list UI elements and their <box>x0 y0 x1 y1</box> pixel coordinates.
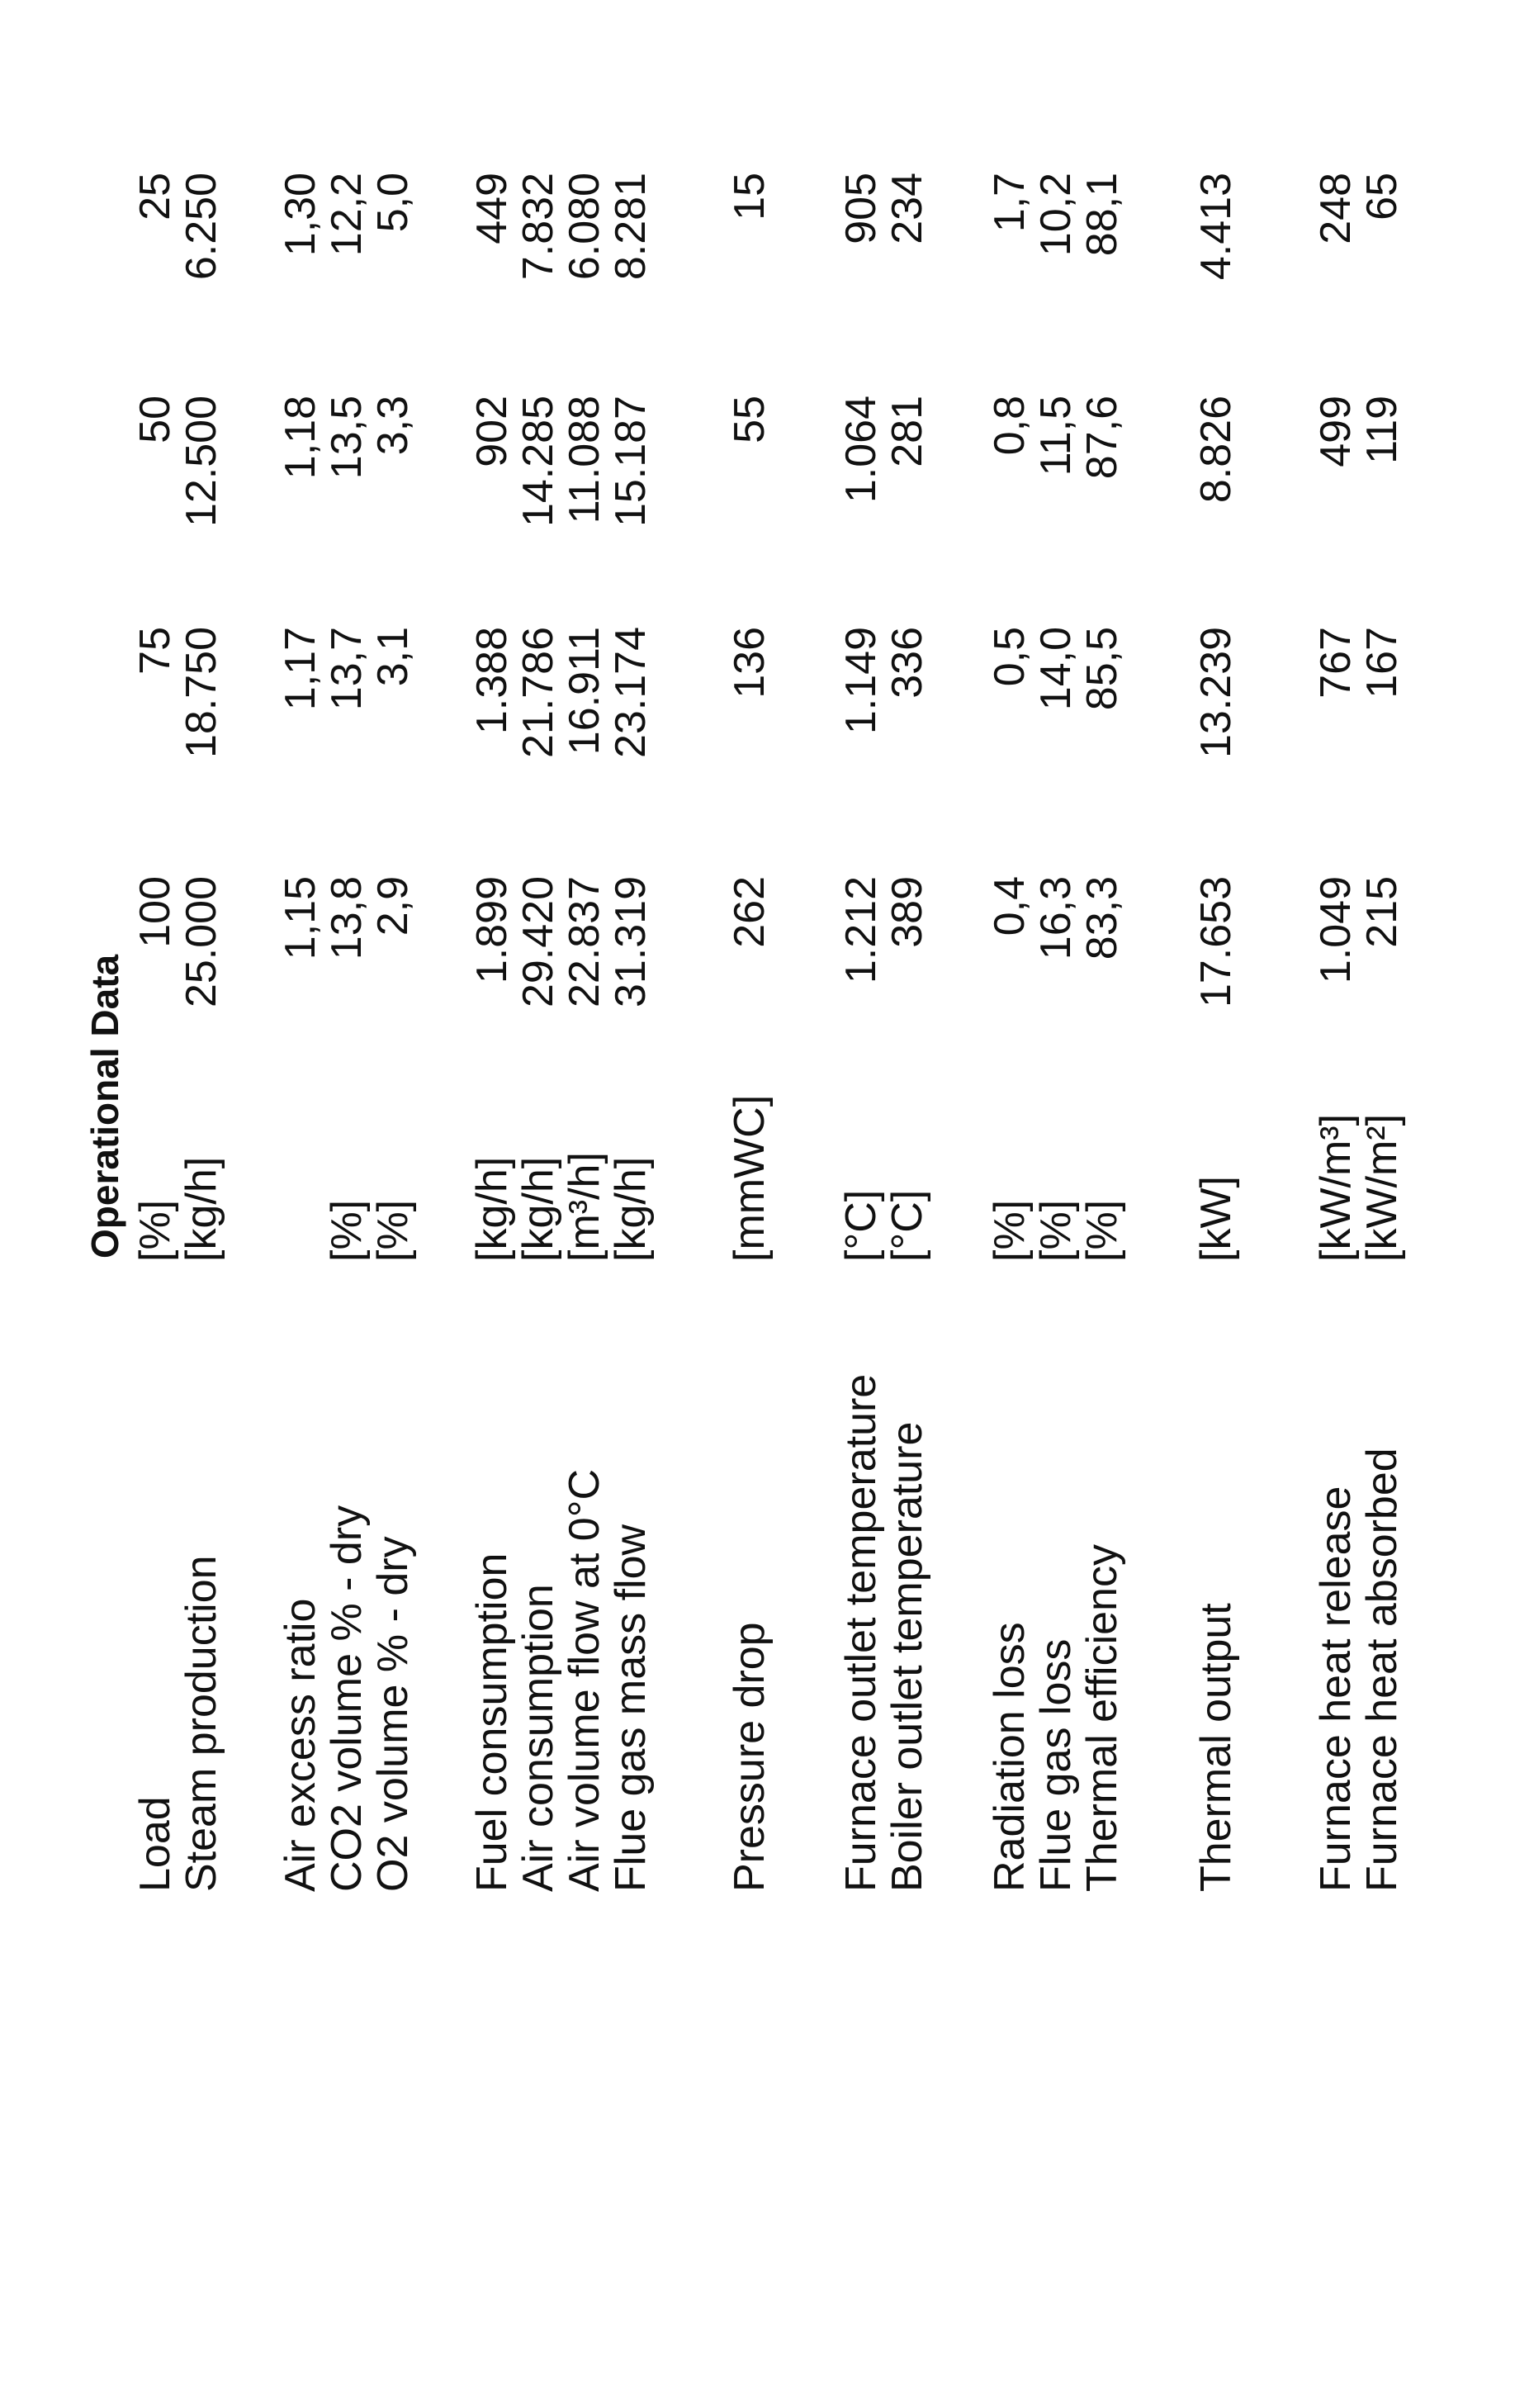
value-load-100: 262 <box>726 876 774 948</box>
value-load-75: 18.750 <box>178 627 225 759</box>
value-load-50: 11.088 <box>561 396 608 524</box>
table-row-air-excess-ratio <box>277 0 324 2408</box>
value-load-50: 0,8 <box>986 396 1034 456</box>
value-load-100: 29.420 <box>514 876 562 1008</box>
row-unit: [mmWC] <box>726 1094 774 1262</box>
value-load-50: 902 <box>468 396 516 467</box>
row-label: CO2 volume % - dry <box>323 1505 371 1892</box>
value-load-100: 25.000 <box>178 876 225 1008</box>
value-load-75: 13,7 <box>323 627 371 711</box>
row-label: Radiation loss <box>986 1622 1034 1892</box>
row-unit: [%] <box>369 1199 417 1262</box>
row-unit: [m³/h] <box>561 1152 608 1262</box>
row-label: Furnace outlet temperature <box>837 1373 885 1892</box>
value-load-100: 1,15 <box>277 876 324 960</box>
row-unit: [kW] <box>1192 1176 1240 1262</box>
value-load-100: 31.319 <box>607 876 655 1008</box>
table-row-thermal-efficiency <box>1079 0 1125 2408</box>
value-load-50: 12.500 <box>178 396 225 528</box>
value-load-75: 0,5 <box>986 627 1034 687</box>
value-load-50: 1,18 <box>277 396 324 480</box>
value-load-50: 14.285 <box>514 396 562 528</box>
table-row-steam-production <box>178 0 225 2408</box>
row-label: Load <box>131 1796 179 1892</box>
value-load-75: 23.174 <box>607 627 655 759</box>
row-label: Air excess ratio <box>277 1598 324 1892</box>
value-load-75: 1,17 <box>277 627 324 711</box>
value-load-50: 119 <box>1358 396 1406 464</box>
value-load-50: 15.187 <box>607 396 655 528</box>
row-label: Flue gas mass flow <box>607 1524 655 1892</box>
table-row-furnace-heat-absorbed <box>1359 0 1405 2408</box>
row-unit: [kg/h] <box>468 1156 516 1262</box>
value-load-50: 87,6 <box>1078 396 1126 480</box>
table-row-thermal-output <box>1193 0 1239 2408</box>
value-load-75: 16.911 <box>561 627 608 756</box>
value-load-25: 248 <box>1312 173 1360 244</box>
value-load-75: 85,5 <box>1078 627 1126 711</box>
value-load-100: 100 <box>131 876 179 948</box>
value-load-50: 281 <box>883 396 931 467</box>
value-load-50: 1.064 <box>837 396 885 504</box>
value-load-100: 215 <box>1358 876 1406 948</box>
table-row-radiation-loss <box>987 0 1033 2408</box>
table-row-furnace-outlet-temperature <box>838 0 884 2408</box>
value-load-50: 11,5 <box>1032 396 1080 476</box>
row-unit: [%] <box>986 1199 1034 1262</box>
row-label: Air consumption <box>514 1584 562 1892</box>
row-label: Thermal efficiency <box>1078 1544 1126 1892</box>
value-load-75: 136 <box>726 627 774 699</box>
row-unit: [%] <box>1078 1199 1126 1262</box>
row-unit: [%] <box>323 1199 371 1262</box>
value-load-75: 3,1 <box>369 627 417 687</box>
row-label: Steam production <box>178 1555 225 1892</box>
table-row-furnace-heat-release <box>1313 0 1359 2408</box>
value-load-100: 389 <box>883 876 931 948</box>
table-row-air-volume-flow <box>561 0 608 2408</box>
row-label: Air volume flow at 0°C <box>561 1468 608 1892</box>
table-row-co2-volume <box>324 0 370 2408</box>
value-load-25: 1,7 <box>986 173 1034 233</box>
value-load-25: 65 <box>1358 173 1406 220</box>
value-load-25: 25 <box>131 173 179 220</box>
value-load-75: 1.149 <box>837 627 885 735</box>
row-unit: [kW/m³] <box>1312 1113 1360 1262</box>
value-load-25: 6.250 <box>178 173 225 281</box>
value-load-25: 234 <box>883 173 931 244</box>
value-load-75: 767 <box>1312 627 1360 699</box>
row-unit: [kg/h] <box>514 1156 562 1262</box>
value-load-50: 3,3 <box>369 396 417 456</box>
value-load-25: 8.281 <box>607 173 655 281</box>
table-row-o2-volume <box>370 0 416 2408</box>
value-load-100: 1.899 <box>468 876 516 984</box>
value-load-75: 75 <box>131 627 179 675</box>
value-load-100: 13,8 <box>323 876 371 960</box>
table-row-load <box>132 0 178 2408</box>
row-label: O2 volume % - dry <box>369 1536 417 1892</box>
table-row-boiler-outlet-temperature <box>884 0 930 2408</box>
value-load-25: 1,30 <box>277 173 324 257</box>
table-row-air-consumption <box>515 0 561 2408</box>
value-load-50: 499 <box>1312 396 1360 467</box>
table-row-flue-gas-mass-flow <box>608 0 654 2408</box>
row-unit: [%] <box>1032 1199 1080 1262</box>
table-title: Operational Data <box>83 954 126 1259</box>
value-load-100: 17.653 <box>1192 876 1240 1008</box>
row-label: Furnace heat absorbed <box>1358 1448 1406 1892</box>
row-label: Thermal output <box>1192 1603 1240 1892</box>
value-load-25: 449 <box>468 173 516 244</box>
value-load-50: 8.826 <box>1192 396 1240 504</box>
value-load-75: 13.239 <box>1192 627 1240 759</box>
value-load-100: 0,4 <box>986 876 1034 936</box>
value-load-50: 50 <box>131 396 179 443</box>
table-row-flue-gas-loss <box>1033 0 1079 2408</box>
table-row-pressure-drop <box>727 0 773 2408</box>
table-row-fuel-consumption <box>469 0 515 2408</box>
row-label: Boiler outlet temperature <box>883 1421 931 1892</box>
row-label: Flue gas loss <box>1032 1638 1080 1892</box>
value-load-100: 83,3 <box>1078 876 1126 960</box>
value-load-50: 55 <box>726 396 774 443</box>
value-load-25: 88,1 <box>1078 173 1126 257</box>
value-load-100: 22.837 <box>561 876 608 1008</box>
value-load-75: 1.388 <box>468 627 516 735</box>
value-load-75: 14,0 <box>1032 627 1080 711</box>
row-unit: [°C] <box>837 1189 885 1262</box>
value-load-100: 1.212 <box>837 876 885 984</box>
row-label: Fuel consumption <box>468 1552 516 1892</box>
value-load-100: 16,3 <box>1032 876 1080 960</box>
value-load-50: 13,5 <box>323 396 371 480</box>
value-load-75: 21.786 <box>514 627 562 759</box>
row-label: Pressure drop <box>726 1622 774 1892</box>
value-load-25: 6.080 <box>561 173 608 281</box>
value-load-25: 5,0 <box>369 173 417 233</box>
value-load-100: 1.049 <box>1312 876 1360 984</box>
value-load-25: 4.413 <box>1192 173 1240 281</box>
value-load-25: 10,2 <box>1032 173 1080 257</box>
value-load-25: 7.832 <box>514 173 562 281</box>
row-unit: [%] <box>131 1199 179 1262</box>
value-load-25: 12,2 <box>323 173 371 257</box>
row-unit: [kW/m²] <box>1358 1113 1406 1262</box>
row-label: Furnace heat release <box>1312 1486 1360 1892</box>
row-unit: [kg/h] <box>607 1156 655 1262</box>
value-load-75: 336 <box>883 627 931 699</box>
row-unit: [°C] <box>883 1189 931 1262</box>
value-load-75: 167 <box>1358 627 1406 699</box>
row-unit: [kg/h] <box>178 1156 225 1262</box>
value-load-25: 905 <box>837 173 885 244</box>
value-load-25: 15 <box>726 173 774 220</box>
value-load-100: 2,9 <box>369 876 417 936</box>
